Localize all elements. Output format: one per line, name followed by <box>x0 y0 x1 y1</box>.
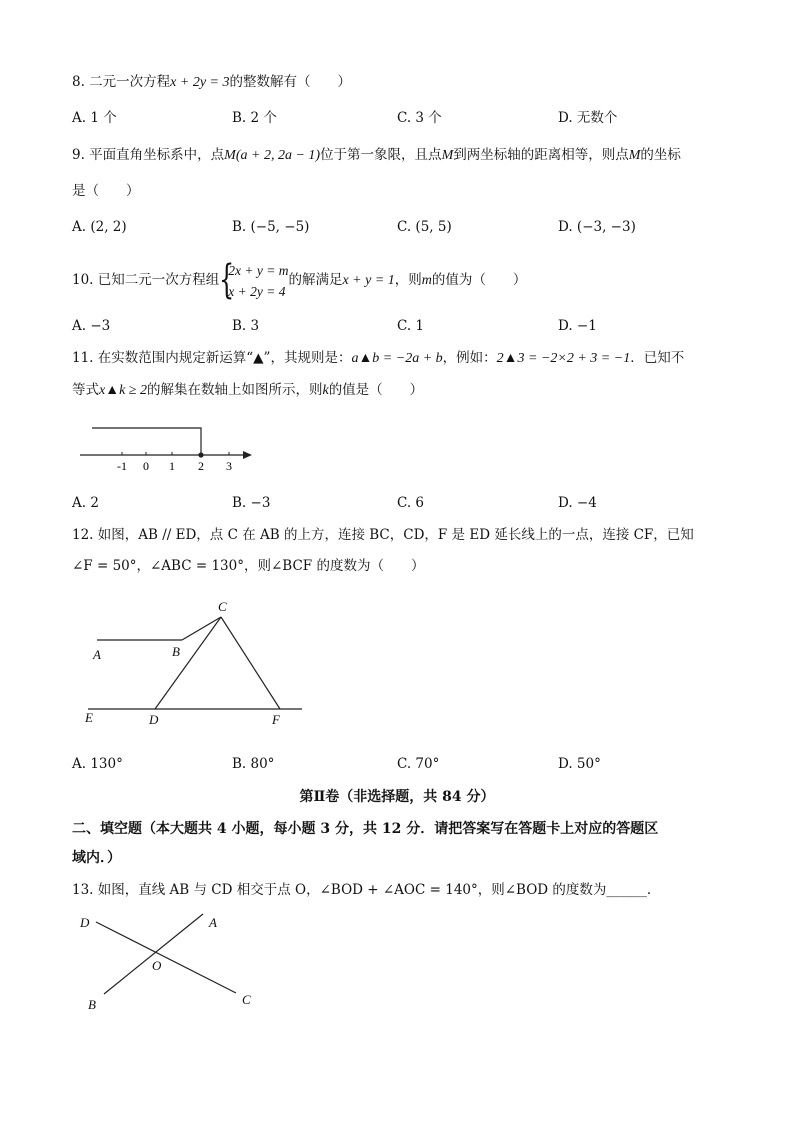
q11-option-d: D. −4 <box>558 495 597 511</box>
q11-option-c: C. 6 <box>397 495 425 511</box>
line-dc <box>96 922 236 993</box>
q11-text-3: ．已知不 <box>630 350 685 366</box>
q11-text-6: 的值是（ ） <box>328 382 424 398</box>
tick-label: 3 <box>226 459 232 473</box>
q10-eq2: x + 2y = 4 <box>228 283 286 299</box>
q10-option-d: D. −1 <box>558 318 597 334</box>
q10-text-3: ，则 <box>394 272 422 288</box>
q9-text-3: 到两坐标轴的距离相等，则点 <box>453 147 629 163</box>
q10-condition: x + y = 1 <box>342 273 395 288</box>
q10-option-b: B. 3 <box>232 318 260 334</box>
q12-stem-line1: 12. 如图，AB // ED，点 C 在 AB 的上方，连接 BC，CD，F 是 ED 延长线上的一点，连接 CF，已知 <box>72 527 694 543</box>
q8-option-c: C. 3 个 <box>397 110 442 126</box>
q9-point-m: M(a + 2, 2a − 1) <box>224 148 321 163</box>
tick-label: 0 <box>143 459 149 473</box>
q11-k: k <box>322 383 329 398</box>
q12-option-b: B. 80° <box>232 756 275 772</box>
point-label-b: B <box>88 997 96 1012</box>
tick-label: 1 <box>169 459 175 473</box>
q11-option-a: A. 2 <box>72 495 99 511</box>
section-heading-line1: 二、填空题（本大题共 4 小题，每小题 3 分，共 12 分．请把答案写在答题卡上对应的答题区 <box>72 821 659 837</box>
q8-option-a: A. 1 个 <box>72 110 117 126</box>
q10-text-1: 10. 已知二元一次方程组 <box>72 272 220 288</box>
point-label-e: E <box>85 710 93 725</box>
q12-option-c: C. 70° <box>397 756 440 772</box>
q8-option-d: D. 无数个 <box>558 110 618 126</box>
brace-icon: { <box>219 256 235 303</box>
q11-text-1: 11. 在实数范围内规定新运算“▲”，其规则是： <box>72 350 352 366</box>
tick-label: 2 <box>198 459 204 473</box>
tick-label: -1 <box>117 459 127 473</box>
segment-cd <box>155 617 221 709</box>
point-label-a: A <box>93 647 101 662</box>
point-label-c: C <box>218 599 227 614</box>
point-label-c: C <box>242 992 251 1007</box>
point-label-b: B <box>172 644 180 659</box>
parallel-lines-figure <box>88 617 302 709</box>
q12-option-a: A. 130° <box>72 756 123 772</box>
q9-text-4: 的坐标 <box>640 147 681 163</box>
q11-text-2: ，例如： <box>442 350 497 366</box>
q10-option-a: A. −3 <box>72 318 111 334</box>
q12-stem-line2: ∠F = 50°，∠ABC = 130°，则∠BCF 的度数为（ ） <box>72 558 425 574</box>
q9-text-2: 位于第一象限，且点 <box>320 147 442 163</box>
q9-option-a: A. (2, 2) <box>72 219 127 235</box>
q10-text-4: 的值为（ ） <box>431 272 527 288</box>
q10-option-c: C. 1 <box>397 318 425 334</box>
point-label-o: O <box>152 958 162 973</box>
q8-equation: x + 2y = 3 <box>170 75 230 90</box>
line-ab <box>104 914 203 994</box>
arrow-right-icon <box>243 451 252 459</box>
section-heading-line2: 域内．） <box>72 850 121 866</box>
q11-inequality: x▲k ≥ 2 <box>99 383 147 398</box>
q9-option-c: C. (5, 5) <box>397 219 452 235</box>
q10-text-2: 的解满足 <box>288 272 343 288</box>
point-label-d: D <box>80 915 90 930</box>
point-label-a: A <box>209 915 217 930</box>
q11-example: 2▲3 = −2×2 + 3 = −1 <box>496 351 631 366</box>
q11-rule: a▲b = −2a + b <box>351 351 443 366</box>
q10-m: m <box>421 273 432 288</box>
q8-option-b: B. 2 个 <box>232 110 277 126</box>
q9-option-d: D. (−3, −3) <box>558 219 636 235</box>
q10-eq1: 2x + y = m <box>228 262 289 278</box>
q9-m-2: M <box>628 148 641 163</box>
number-line-figure <box>80 428 252 473</box>
solution-set-bracket <box>92 428 201 455</box>
q8-stem-end: 的整数解有（ ） <box>229 74 351 90</box>
q9-option-b: B. (−5, −5) <box>232 219 310 235</box>
q9-m-1: M <box>441 148 454 163</box>
point-label-d: D <box>149 712 159 727</box>
q11-text-5: 的解集在数轴上如图所示，则 <box>146 382 323 398</box>
q9-stem-line2: 是（ ） <box>72 183 140 199</box>
segment-cf <box>221 617 280 709</box>
section-title: 第Ⅱ卷（非选择题，共 84 分） <box>299 789 495 805</box>
segment-bc <box>182 617 221 640</box>
solid-point <box>198 452 203 457</box>
point-label-f: F <box>272 712 280 727</box>
q11-text-4: 等式 <box>72 382 99 398</box>
q9-text-1: 9. 平面直角坐标系中，点 <box>72 147 225 163</box>
q13-stem: 13. 如图，直线 AB 与 CD 相交于点 O，∠BOD + ∠AOC = 140°，则∠BOD 的度数为______． <box>72 882 661 898</box>
q8-stem-text: 8. 二元一次方程 <box>72 74 171 90</box>
q12-option-d: D. 50° <box>558 756 601 772</box>
q11-option-b: B. −3 <box>232 495 271 511</box>
